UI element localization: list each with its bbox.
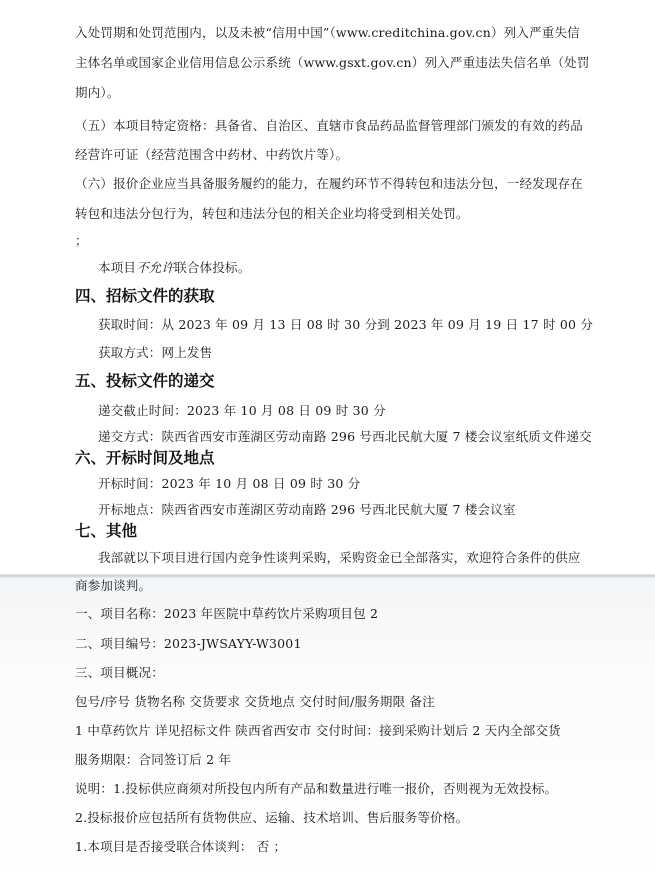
section7-line-1: 我部就以下项目进行国内竞争性谈判采购，采购资金已全部落实，欢迎符合条件的供应 [98,550,581,565]
item5-line-2: 经营许可证（经营范围含中药材、中药饮片等）。 [75,147,349,162]
table-header-row: 包号/序号 货物名称 交货要求 交货地点 交付时间/服务期限 备注 [75,694,435,709]
note-2: 2.投标报价应包括所有货物供应、运输、技术培训、售后服务等价格。 [75,810,469,825]
section7-heading: 七、其他 [75,522,138,540]
consortium-prefix: 本项目 [98,260,137,275]
item6-line-1: （六）报价企业应当具备服务履约的能力，在履约环节不得转包和违法分包，一经发现存在 [75,176,584,191]
qualification-text-line-3: 期内）。 [75,85,120,100]
section4-time: 获取时间：从 2023 年 09 月 13 日 08 时 30 分到 2023 年 09 月 19 日 17 时 00 分 [98,317,594,332]
consortium-suffix: 联合体投标。 [174,260,251,275]
project-overview: 三、项目概况： [75,665,164,680]
service-period: 服务期限：合同签订后 2 年 [75,752,232,767]
item6-line-2: 转包和违法分包行为，转包和违法分包的相关企业均将受到相关处罚。 [75,206,469,221]
stray-semicolon: ； [75,233,88,248]
note-3: 1.本项目是否接受联合体谈判： 否 ； [75,839,287,854]
section5-heading: 五、投标文件的递交 [75,372,215,390]
section4-heading: 四、招标文件的获取 [75,287,215,305]
section7-line-2: 商参加谈判。 [75,578,152,593]
project-name: 一、项目名称：2023 年医院中草药饮片采购项目包 2 [75,606,379,621]
project-code: 二、项目编号：2023-JWSAYY-W3001 [75,636,302,651]
section5-deadline: 递交截止时间：2023 年 10 月 08 日 09 时 30 分 [98,403,386,418]
qualification-text-line-2: 主体名单或国家企业信用信息公示系统（www.gsxt.gov.cn）列入严重违法失信名单（处罚 [75,55,590,70]
section6-time: 开标时间：2023 年 10 月 08 日 09 时 30 分 [98,476,361,491]
section6-heading: 六、开标时间及地点 [75,449,215,467]
note-1: 说明：1.投标供应商须对所投包内所有产品和数量进行唯一报价，否则视为无效投标。 [75,781,558,796]
table-data-row: 1 中草药饮片 详见招标文件 陕西省西安市 交付时间：接到采购计划后 2 天内全部交货 [75,723,561,738]
qualification-text-line-1: 入处罚期和处罚范围内，以及未被“信用中国”（www.creditchina.gov.cn）列入严重失信 [75,25,580,40]
item5-line-1: （五）本项目特定资格：具备省、自治区、直辖市食品药品监督管理部门颁发的有效的药品 [75,118,584,133]
section5-method: 递交方式：陕西省西安市莲湖区劳动南路 296 号西北民航大厦 7 楼会议室纸质文件递交 [98,429,592,444]
consortium-emphasis: 不允许 [136,260,175,275]
section4-method: 获取方式：网上发售 [98,345,213,360]
consortium-line [98,260,250,276]
section6-place: 开标地点：陕西省西安市莲湖区劳动南路 296 号西北民航大厦 7 楼会议室 [98,502,516,517]
